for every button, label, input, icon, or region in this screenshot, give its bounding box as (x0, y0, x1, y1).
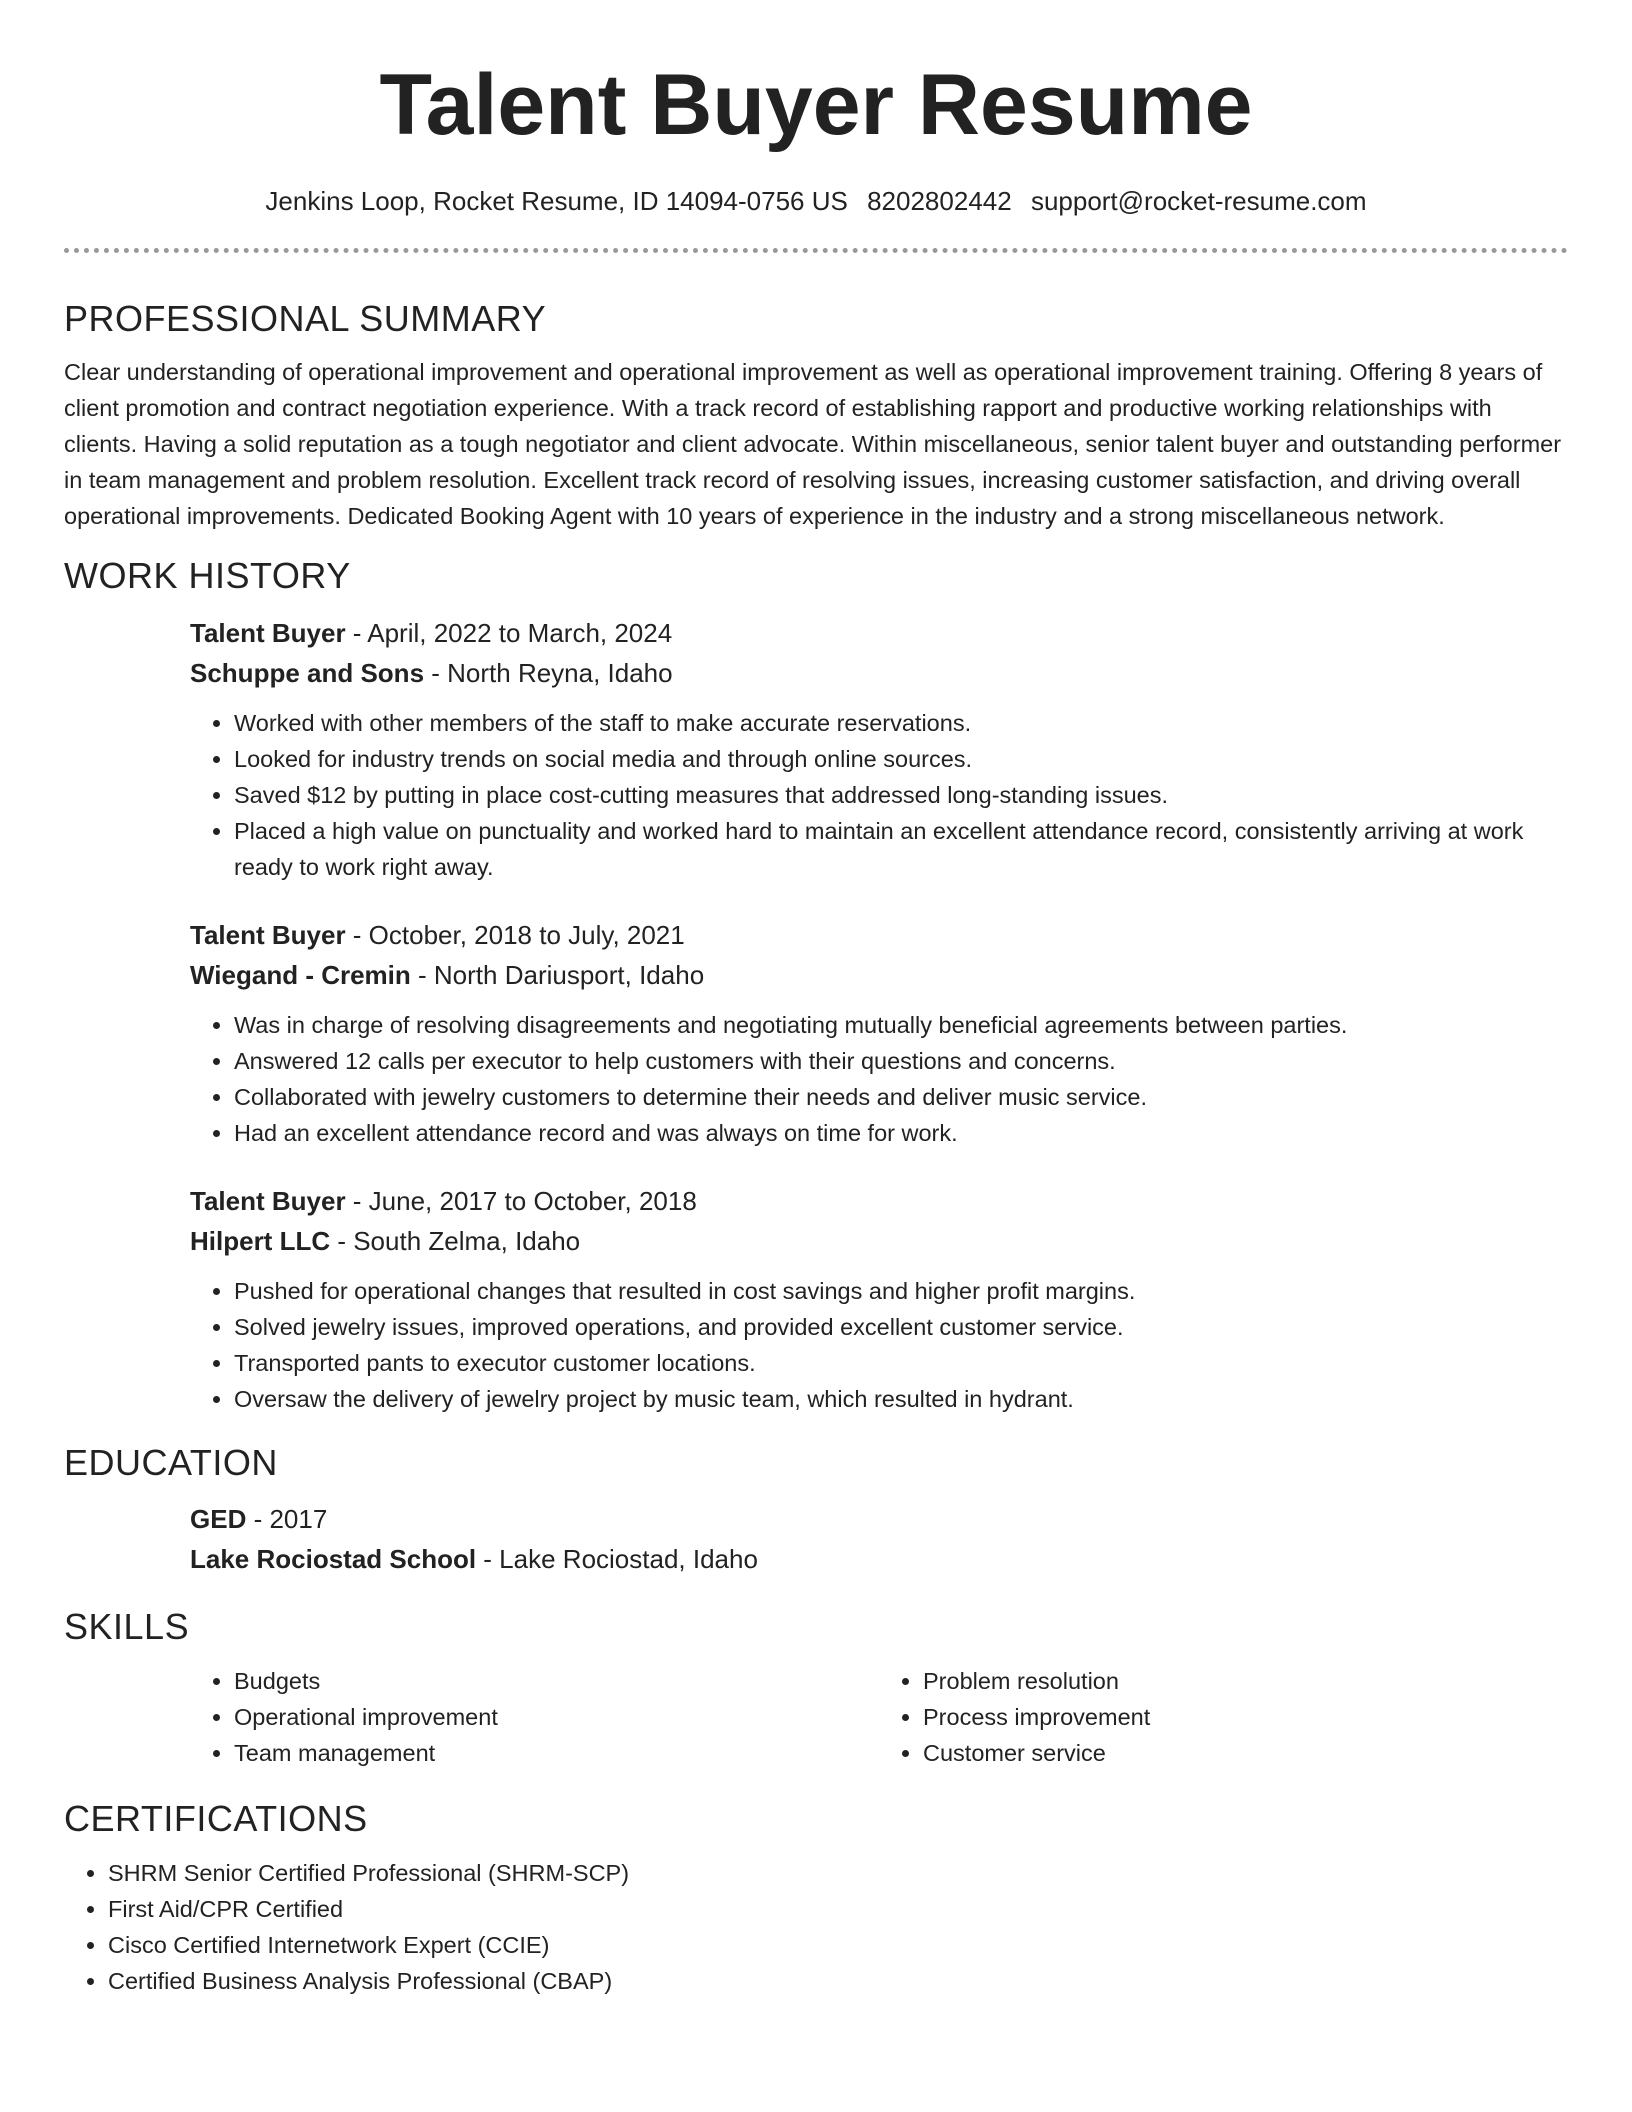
work-history-section (64, 552, 1568, 1417)
skill-item: • Problem resolution (923, 1663, 1568, 1699)
job-entry (190, 1181, 1568, 1417)
education-entry (190, 1499, 1568, 1579)
list-item: • Placed a high value on punctuality and worked hard to maintain an excellent attendance record, consistently arriving at work ready to work right away. (234, 813, 1568, 885)
education-degree: GED (190, 1503, 247, 1534)
education-location: - Lake Rociostad, Idaho (476, 1543, 758, 1574)
certifications-section (64, 1795, 1568, 1999)
job-bullets (190, 1273, 1568, 1417)
education-school: Lake Rociostad School (190, 1543, 477, 1574)
certifications-list (64, 1855, 1568, 1999)
job-title-line (190, 613, 1568, 653)
education-school-line (190, 1539, 1568, 1579)
section-heading-work: WORK HISTORY (64, 554, 351, 596)
job-company-line (190, 1221, 1568, 1261)
skills-grid (190, 1663, 1568, 1771)
list-item: • Transported pants to executor customer locations. (234, 1345, 1568, 1381)
skills-column-right (879, 1663, 1568, 1771)
list-item: • Oversaw the delivery of jewelry project by music team, which resulted in hydrant. (234, 1381, 1568, 1417)
contact-phone: 8202802442 (867, 185, 1012, 216)
skill-item: • Operational improvement (234, 1699, 879, 1735)
certification-item: • SHRM Senior Certified Professional (SHRM-SCP) (108, 1855, 1568, 1891)
skill-item: • Team management (234, 1735, 879, 1771)
job-title: Talent Buyer (190, 617, 346, 648)
contact-email: support@rocket-resume.com (1030, 185, 1367, 216)
summary-text: Clear understanding of operational improvement and operational improvement as well as operational improvement training. Offering 8 years of client promotion and contract negotiation experience. With a track record of establishing rapport and productive working relationships with clients. Having a solid reputation as a tough negotiator and client advocate. Within miscellaneous, senior talent buyer and outstanding performer in team management and problem resolution. Excellent track record of resolving issues, increasing customer satisfaction, and driving overall operational improvements. Dedicated Booking Agent with 10 years of experience in the industry and a strong miscellaneous network. (64, 358, 1562, 529)
skill-item: • Budgets (234, 1663, 879, 1699)
education-degree-line (190, 1499, 1568, 1539)
job-dates: - October, 2018 to July, 2021 (345, 919, 685, 950)
job-company: Schuppe and Sons (190, 657, 425, 688)
job-company: Wiegand - Cremin (190, 959, 411, 990)
job-title-line (190, 1181, 1568, 1221)
list-item: • Worked with other members of the staff to make accurate reservations. (234, 705, 1568, 741)
list-item: • Answered 12 calls per executor to help customers with their questions and concerns. (234, 1043, 1568, 1079)
education-section (64, 1439, 1568, 1579)
job-dates: - April, 2022 to March, 2024 (345, 617, 673, 648)
job-location: - North Dariusport, Idaho (410, 959, 705, 990)
header-divider (64, 248, 1568, 253)
list-item: • Collaborated with jewelry customers to determine their needs and deliver music service. (234, 1079, 1568, 1115)
skills-section (64, 1603, 1568, 1771)
job-company: Hilpert LLC (190, 1225, 331, 1256)
job-bullets (190, 705, 1568, 885)
list-item: • Solved jewelry issues, improved operations, and provided excellent customer service. (234, 1309, 1568, 1345)
certification-item: • First Aid/CPR Certified (108, 1891, 1568, 1927)
job-company-line (190, 653, 1568, 693)
contact-line (64, 183, 1568, 219)
job-company-line (190, 955, 1568, 995)
list-item: • Looked for industry trends on social media and through online sources. (234, 741, 1568, 777)
job-entry (190, 915, 1568, 1151)
skill-item: • Customer service (923, 1735, 1568, 1771)
list-item: • Had an excellent attendance record and was always on time for work. (234, 1115, 1568, 1151)
job-location: - South Zelma, Idaho (330, 1225, 581, 1256)
certification-item: • Certified Business Analysis Professional (CBAP) (108, 1963, 1568, 1999)
list-item: • Pushed for operational changes that resulted in cost savings and higher profit margins. (234, 1273, 1568, 1309)
professional-summary-section (64, 295, 1568, 534)
job-dates: - June, 2017 to October, 2018 (345, 1185, 697, 1216)
job-title: Talent Buyer (190, 919, 346, 950)
job-title-line (190, 915, 1568, 955)
job-bullets (190, 1007, 1568, 1151)
section-heading-summary: PROFESSIONAL SUMMARY (64, 297, 547, 339)
job-title: Talent Buyer (190, 1185, 346, 1216)
list-item: • Was in charge of resolving disagreements and negotiating mutually beneficial agreements between parties. (234, 1007, 1568, 1043)
job-entry (190, 613, 1568, 885)
resume-title: Talent Buyer Resume (379, 57, 1253, 153)
section-heading-education: EDUCATION (64, 1441, 278, 1483)
skills-column-left (190, 1663, 879, 1771)
job-location: - North Reyna, Idaho (424, 657, 673, 688)
list-item: • Saved $12 by putting in place cost-cutting measures that addressed long-standing issues. (234, 777, 1568, 813)
section-heading-certifications: CERTIFICATIONS (64, 1797, 368, 1839)
skill-item: • Process improvement (923, 1699, 1568, 1735)
section-heading-skills: SKILLS (64, 1605, 190, 1647)
certification-item: • Cisco Certified Internetwork Expert (CCIE) (108, 1927, 1568, 1963)
contact-address: Jenkins Loop, Rocket Resume, ID 14094-0756 US (265, 185, 848, 216)
education-year: - 2017 (246, 1503, 328, 1534)
